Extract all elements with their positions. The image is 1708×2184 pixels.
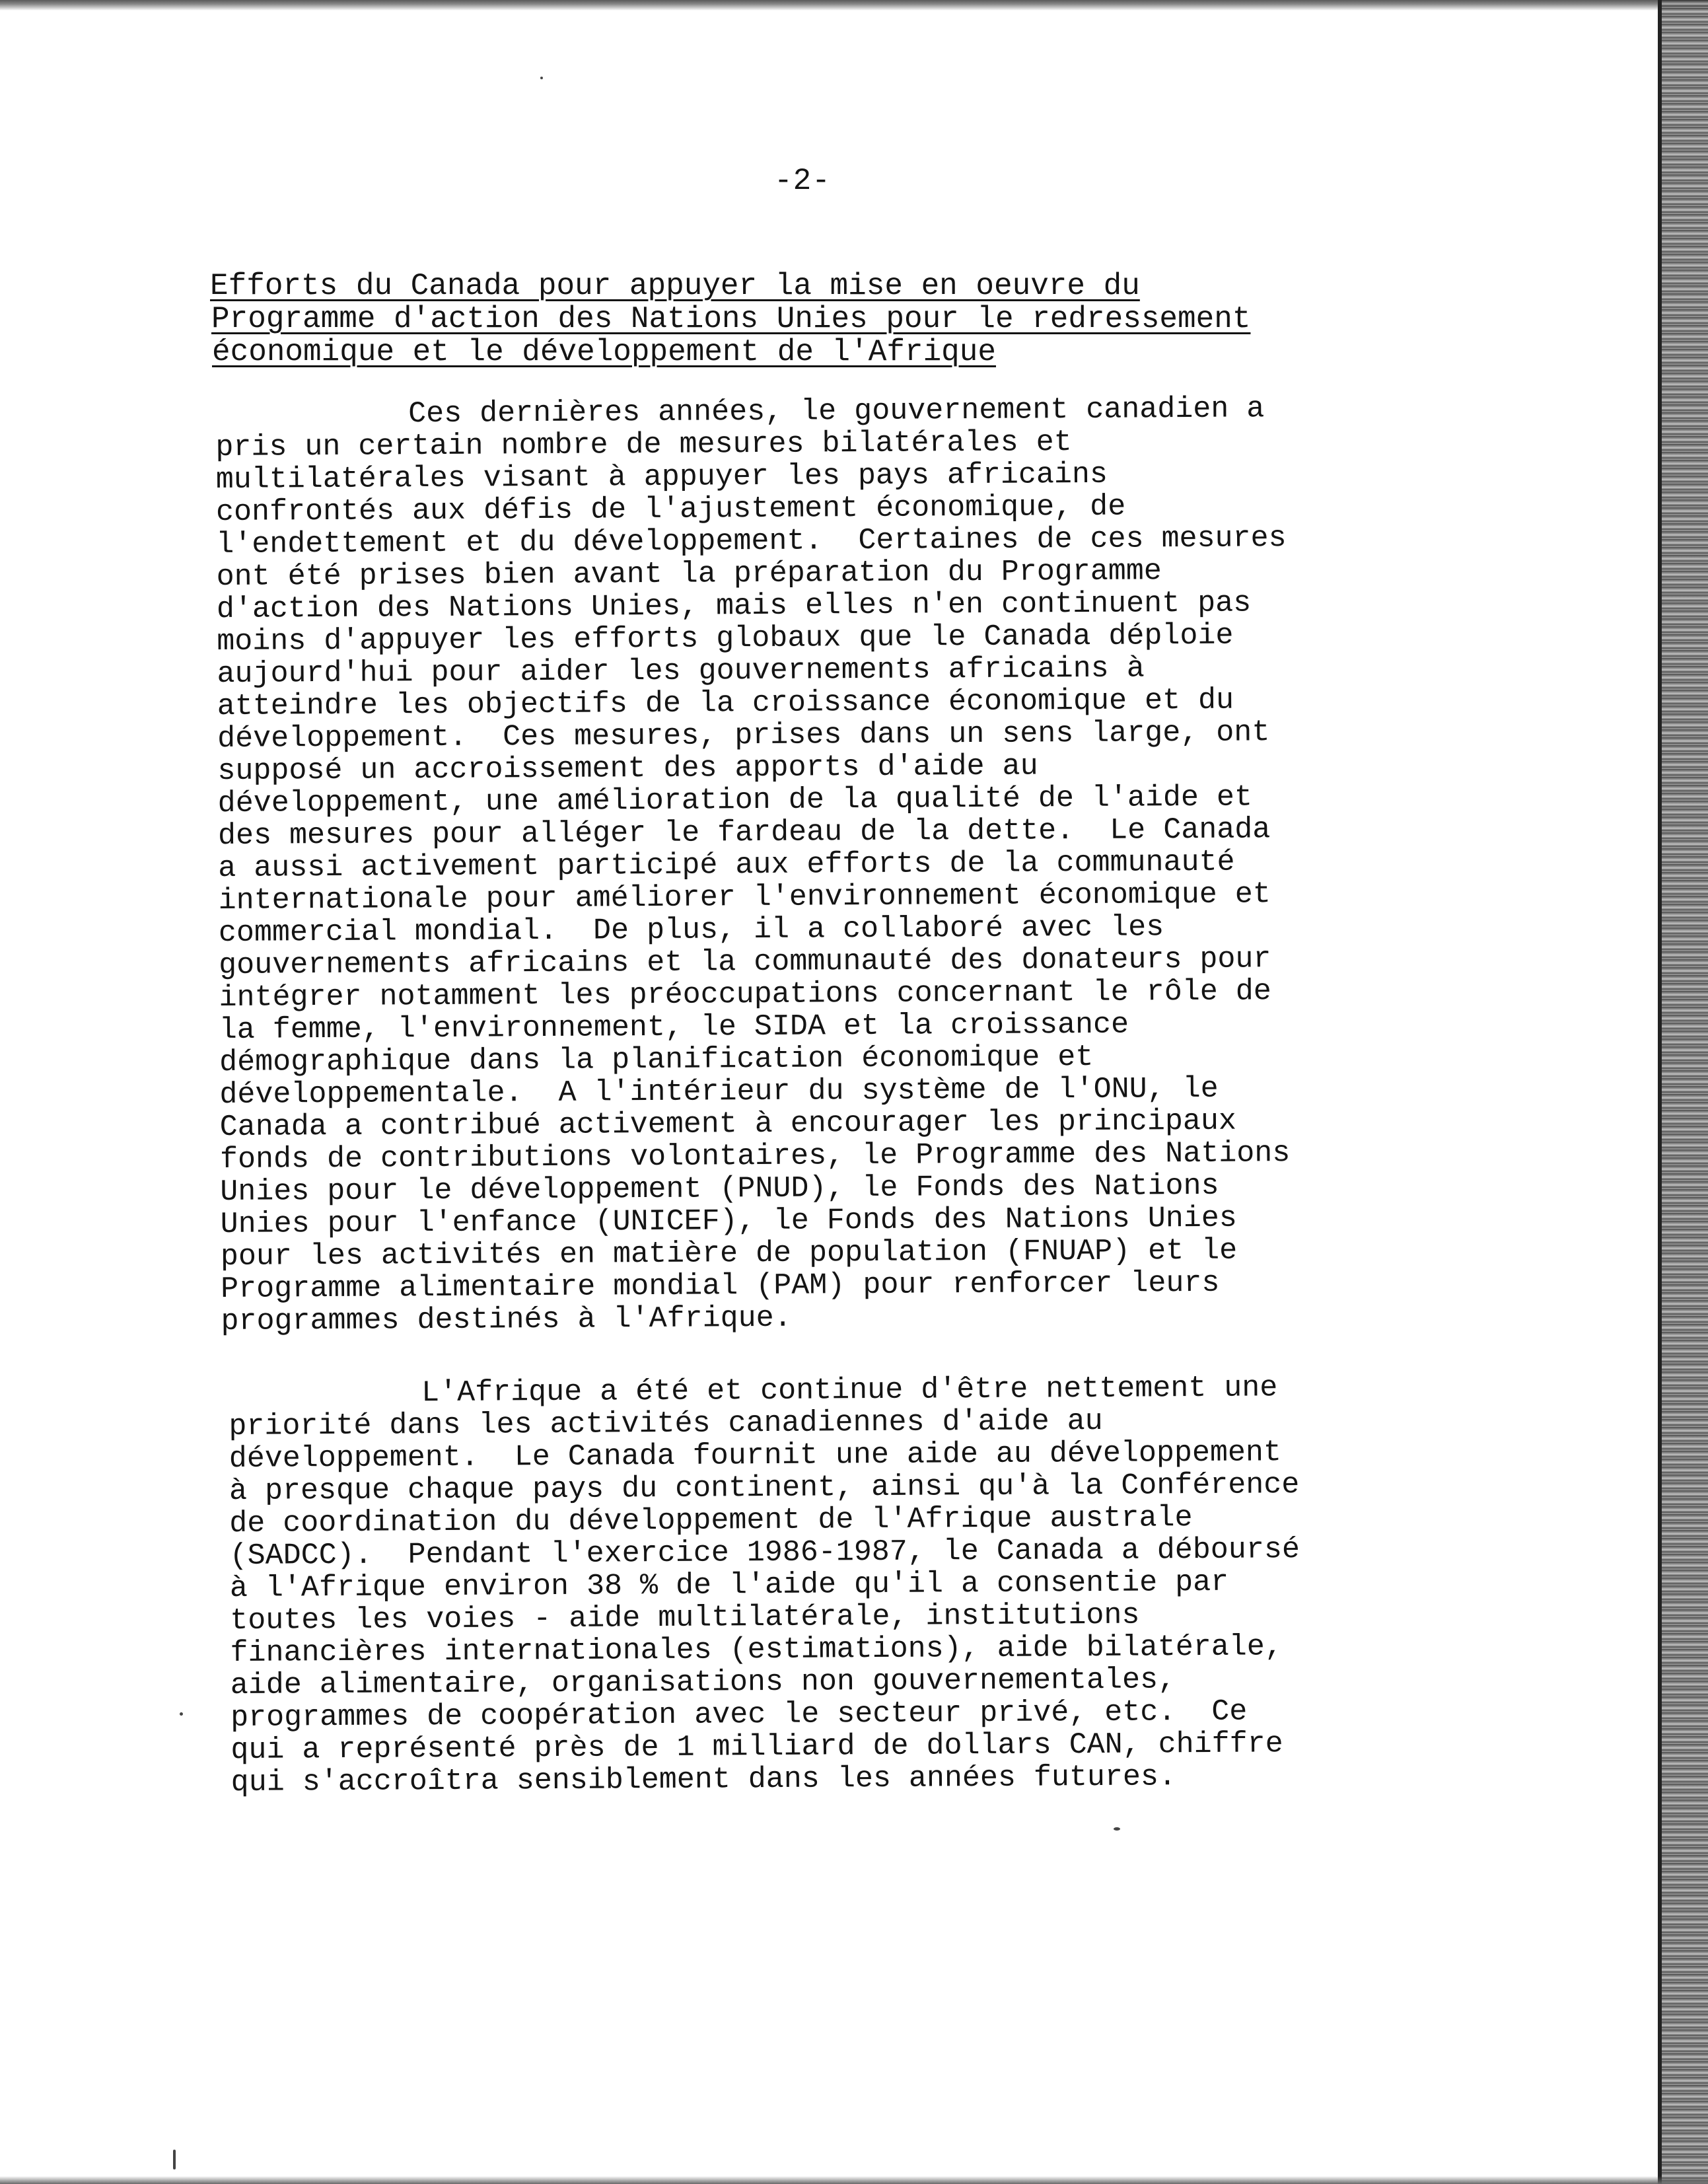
paragraph-line: fonds de contributions volontaires, le Programme des Nations	[219, 1136, 1291, 1177]
paragraph-line: programmes de coopération avec le secteur privé, etc. Ce	[230, 1694, 1248, 1735]
paragraph-line: développement. Le Canada fournit une aide au développement	[229, 1436, 1282, 1476]
paragraph-line: des mesures pour alléger le fardeau de la dette. Le Canada	[217, 813, 1271, 853]
scan-speck	[540, 77, 543, 79]
paragraph-line: programmes destinés à l'Afrique.	[221, 1301, 792, 1338]
paragraph-line: développement, une amélioration de la qualité de l'aide et	[217, 780, 1253, 820]
section-heading	[210, 270, 1250, 369]
scan-speck	[1114, 1827, 1120, 1831]
paragraph-line: commercial mondial. De plus, il a collaboré avec les	[218, 910, 1164, 950]
paragraph-1	[215, 392, 1291, 1338]
paragraph-line: de coordination du développement de l'Afrique australe	[229, 1501, 1193, 1541]
scan-speck	[180, 1712, 183, 1716]
paragraph-line: confrontés aux défis de l'ajustement économique, de	[215, 490, 1126, 529]
paragraph-line: aide alimentaire, organisations non gouvernementales,	[230, 1663, 1176, 1702]
scan-right-edge	[1662, 0, 1708, 2184]
paragraph-line: Programme alimentaire mondial (PAM) pour renforcer leurs	[221, 1266, 1220, 1306]
paragraph-line: l'endettement et du développement. Certaines de ces mesures	[216, 521, 1287, 562]
paragraph-line: aujourd'hui pour aider les gouvernements africains à	[217, 651, 1145, 691]
paragraph-line: démographique dans la planification économique et	[219, 1040, 1094, 1079]
paragraph-line: toutes les voies - aide multilatérale, institutions	[230, 1598, 1140, 1638]
paragraph-line: atteindre les objectifs de la croissance économique et du	[217, 683, 1234, 723]
paragraph-line: développement. Ces mesures, prises dans un sens large, ont	[217, 715, 1270, 756]
paragraph-line: ont été prises bien avant la préparation du Programme	[216, 554, 1162, 594]
paragraph-line: développementale. A l'intérieur du système de l'ONU, le	[219, 1072, 1219, 1112]
paragraph-line: intégrer notamment les préoccupations concernant le rôle de	[219, 974, 1271, 1015]
paragraph-line: pour les activités en matière de population (FNUAP) et le	[220, 1233, 1238, 1274]
heading-line: Efforts du Canada pour appuyer la mise en oeuvre du	[210, 269, 1140, 303]
paragraph-line: la femme, l'environnement, le SIDA et la croissance	[219, 1007, 1129, 1047]
paragraph-line: qui s'accroîtra sensiblement dans les années futures.	[231, 1760, 1177, 1800]
paragraph-line: moins d'appuyer les efforts globaux que le Canada déploie	[217, 618, 1234, 659]
paragraph-line: Canada a contribué activement à encourager les principaux	[219, 1104, 1237, 1144]
heading-line: économique et le développement de l'Afrique	[212, 335, 996, 369]
paragraph-line: Ces dernières années, le gouvernement canadien a	[408, 392, 1265, 431]
paragraph-line: L'Afrique a été et continue d'être nettement une	[421, 1371, 1278, 1410]
paragraph-line: priorité dans les activités canadiennes d'aide au	[229, 1404, 1103, 1443]
scan-speck	[173, 2150, 176, 2169]
scan-bottom-edge	[0, 2176, 1708, 2184]
paragraph-line: financières internationales (estimations), aide bilatérale,	[230, 1630, 1283, 1670]
paragraph-line: d'action des Nations Unies, mais elles n'en continuent pas	[216, 586, 1252, 626]
paragraph-line: supposé un accroissement des apports d'aide au	[217, 749, 1038, 788]
paragraph-line: qui a représenté près de 1 milliard de dollars CAN, chiffre	[231, 1727, 1283, 1767]
page-number: -2-	[774, 164, 831, 198]
paragraph-line: (SADCC). Pendant l'exercice 1986-1987, le Canada a déboursé	[229, 1533, 1300, 1573]
paragraph-line: internationale pour améliorer l'environnement économique et	[218, 877, 1271, 918]
paragraph-line: gouvernements africains et la communauté des donateurs pour	[219, 942, 1271, 982]
paragraph-line: multilatérales visant à appuyer les pays africains	[215, 457, 1108, 497]
paragraph-line: Unies pour l'enfance (UNICEF), le Fonds des Nations Unies	[220, 1201, 1238, 1241]
paragraph-line: à presque chaque pays du continent, ainsi qu'à la Conférence	[229, 1468, 1300, 1508]
paragraph-line: pris un certain nombre de mesures bilatérales et	[215, 425, 1072, 464]
paragraph-2	[229, 1371, 1301, 1799]
paragraph-line: a aussi activement participé aux efforts de la communauté	[218, 845, 1235, 885]
paragraph-line: à l'Afrique environ 38 % de l'aide qu'il a consentie par	[229, 1565, 1229, 1605]
scan-top-edge	[0, 0, 1708, 11]
paragraph-line: Unies pour le développement (PNUD), le Fonds des Nations	[220, 1169, 1219, 1209]
heading-line: Programme d'action des Nations Unies pour le redressement	[211, 302, 1251, 336]
